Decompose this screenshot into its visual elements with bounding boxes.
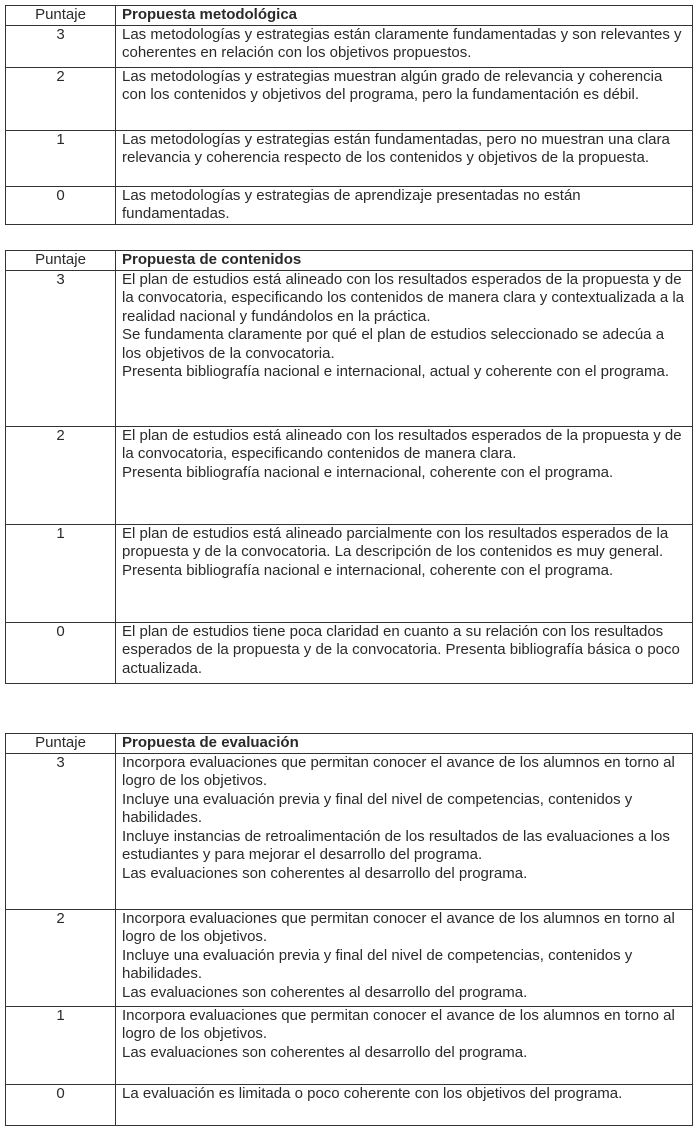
criterion-title: Propuesta de contenidos: [116, 251, 693, 271]
score-value: 0: [6, 622, 116, 683]
criterion-description: [116, 67, 693, 130]
score-value: 1: [6, 1006, 116, 1084]
table-row: [6, 1006, 693, 1084]
score-header: Puntaje: [6, 734, 116, 754]
criterion-text: El plan de estudios está alineado parcialmente con los resultados esperados de la propuesta y de la convocatoria. La descripción de los contenidos es muy general.: [122, 524, 669, 560]
criterion-text: Las metodologías y estrategias están fundamentadas, pero no muestran una clara relevancia y coherencia respecto de los contenidos y objetivos de la propuesta.: [122, 130, 670, 166]
table-row: [6, 753, 693, 909]
criterion-text: El plan de estudios está alineado con los resultados esperados de la propuesta y de la convocatoria, especificando contenidos de manera clara.: [122, 426, 682, 462]
score-value: 1: [6, 130, 116, 186]
criterion-description: [116, 1084, 693, 1125]
header-row: [6, 734, 693, 754]
criterion-description: [116, 622, 693, 683]
criterion-description: [116, 426, 693, 524]
criterion-title: Propuesta metodológica: [116, 6, 693, 26]
criterion-text: Incorpora evaluaciones que permitan conocer el avance de los alumnos en torno al logro de los objetivos.: [122, 909, 675, 945]
criterion-text: Incluye una evaluación previa y final del nivel de competencias, contenidos y habilidades.: [122, 790, 633, 826]
table-row: [6, 524, 693, 622]
table-row: [6, 25, 693, 67]
table-row: [6, 67, 693, 130]
criterion-description: [116, 1006, 693, 1084]
criterion-text: Las evaluaciones son coherentes al desarrollo del programa.: [122, 983, 528, 1001]
criterion-text: Se fundamenta claramente por qué el plan de estudios seleccionado se adecúa a los objetivos de la convocatoria.: [122, 326, 665, 362]
table-row: [6, 426, 693, 524]
criterion-text: Incorpora evaluaciones que permitan conocer el avance de los alumnos en torno al logro de los objetivos.: [122, 753, 675, 789]
score-value: 1: [6, 524, 116, 622]
criterion-text: El plan de estudios tiene poca claridad en cuanto a su relación con los resultados esperados de la propuesta y de la convocatoria. Presenta bibliografía básica o poco actualizada.: [122, 622, 680, 677]
criterion-text: Las evaluaciones son coherentes al desarrollo del programa.: [122, 864, 528, 882]
score-value: 0: [6, 186, 116, 224]
criterion-text: Las evaluaciones son coherentes al desarrollo del programa.: [122, 1043, 528, 1061]
score-header: Puntaje: [6, 251, 116, 271]
header-row: [6, 6, 693, 26]
criterion-description: [116, 270, 693, 426]
criterion-text: La evaluación es limitada o poco coherente con los objetivos del programa.: [122, 1084, 623, 1102]
score-header: Puntaje: [6, 6, 116, 26]
score-value: 2: [6, 426, 116, 524]
header-row: [6, 251, 693, 271]
criterion-text: Presenta bibliografía nacional e internacional, coherente con el programa.: [122, 561, 614, 579]
criterion-text: Incluye instancias de retroalimentación de los resultados de las evaluaciones a los estudiantes y para mejorar el desarrollo del programa.: [122, 827, 670, 863]
criterion-description: [116, 25, 693, 67]
criterion-text: Las metodologías y estrategias de aprendizaje presentadas no están fundamentadas.: [122, 186, 581, 222]
table-row: [6, 186, 693, 224]
table-row: [6, 909, 693, 1006]
table-row: [6, 130, 693, 186]
criterion-description: [116, 186, 693, 224]
rubric-table-evaluation: [5, 733, 693, 1126]
score-value: 3: [6, 25, 116, 67]
criterion-text: Las metodologías y estrategias están claramente fundamentadas y son relevantes y coherentes en relación con los objetivos propuestos.: [122, 25, 682, 61]
table-row: [6, 1084, 693, 1125]
criterion-text: Incluye una evaluación previa y final del nivel de competencias, contenidos y habilidades.: [122, 946, 633, 982]
criterion-description: [116, 130, 693, 186]
rubric-table-methodology: [5, 5, 693, 225]
score-value: 0: [6, 1084, 116, 1125]
table-row: [6, 622, 693, 683]
score-value: 2: [6, 909, 116, 1006]
score-value: 2: [6, 67, 116, 130]
criterion-text: Presenta bibliografía nacional e internacional, actual y coherente con el programa.: [122, 363, 670, 380]
criterion-description: [116, 524, 693, 622]
score-value: 3: [6, 753, 116, 909]
table-row: [6, 270, 693, 426]
criterion-title: Propuesta de evaluación: [116, 734, 693, 754]
criterion-text: Las metodologías y estrategias muestran algún grado de relevancia y coherencia con los contenidos y objetivos del programa, pero la fundamentación es débil.: [122, 67, 663, 103]
score-value: 3: [6, 270, 116, 426]
criterion-description: [116, 909, 693, 1006]
rubric-table-contents: [5, 250, 693, 684]
criterion-text: Presenta bibliografía nacional e internacional, coherente con el programa.: [122, 463, 614, 481]
criterion-description: [116, 753, 693, 909]
criterion-text: Incorpora evaluaciones que permitan conocer el avance de los alumnos en torno al logro de los objetivos.: [122, 1006, 675, 1042]
criterion-text: El plan de estudios está alineado con los resultados esperados de la propuesta y de la convocatoria, especificando los contenidos de manera clara y contextualizada a la realidad nacional y fundándolos en la práctica.: [122, 270, 685, 325]
